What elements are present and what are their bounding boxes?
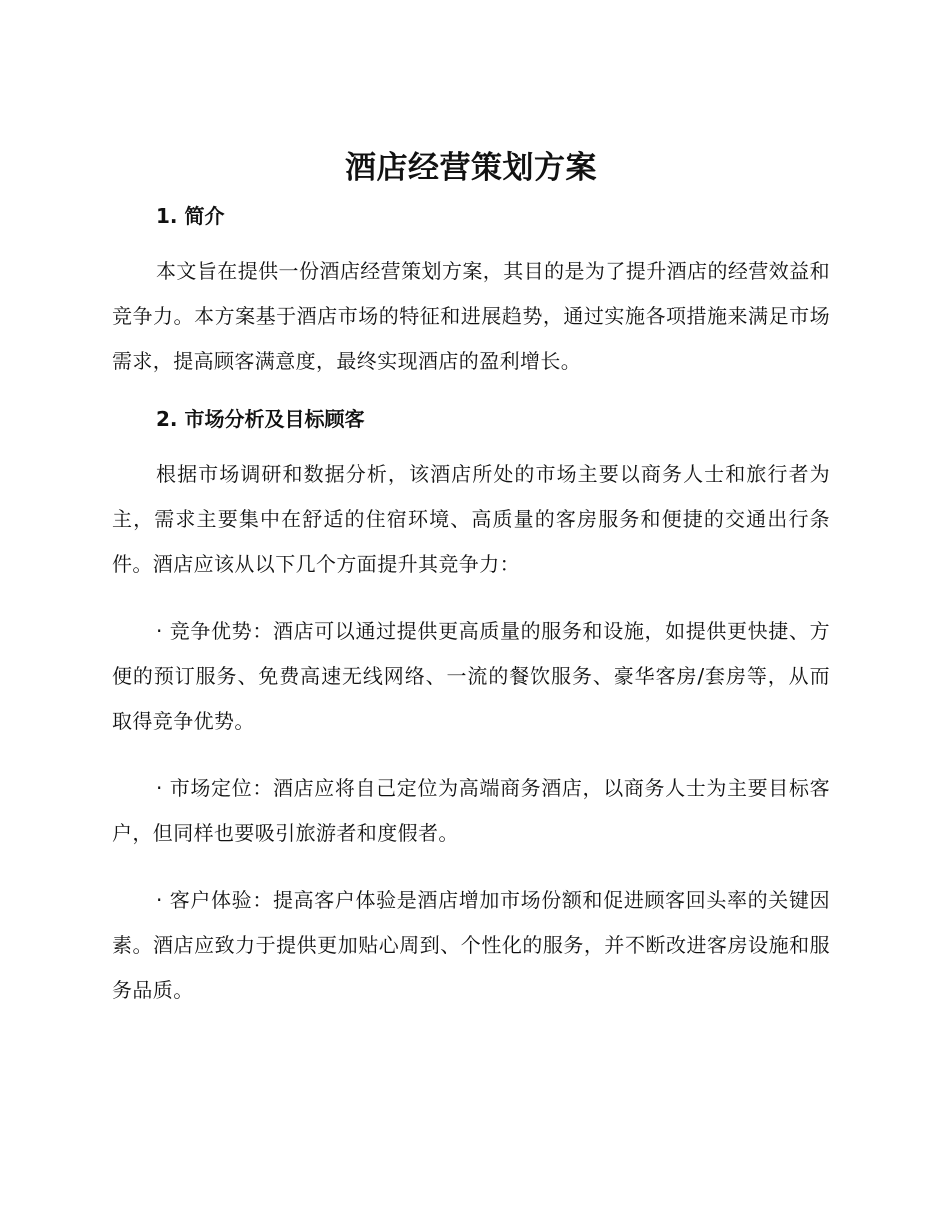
section-heading-intro: 1. 简介	[156, 204, 225, 229]
intro-paragraph: 本文旨在提供一份酒店经营策划方案，其目的是为了提升酒店的经营效益和竞争力。本方案基于酒店市场的特征和进展趋势，通过实施各项措施来满足市场需求，提高顾客满意度，最终实现酒店的盈利增长。	[112, 259, 830, 374]
bullet-competitive-advantage: · 竞争优势：酒店可以通过提供更高质量的服务和设施，如提供更快捷、方便的预订服务、免费高速无线网络、一流的餐饮服务、豪华客房/套房等，从而取得竞争优势。	[112, 619, 830, 734]
bullet-market-positioning: · 市场定位：酒店应将自己定位为高端商务酒店，以商务人士为主要目标客户，但同样也要吸引旅游者和度假者。	[112, 776, 830, 846]
bullet-customer-experience: · 客户体验：提高客户体验是酒店增加市场份额和促进顾客回头率的关键因素。酒店应致力于提供更加贴心周到、个性化的服务，并不断改进客房设施和服务品质。	[112, 888, 830, 1003]
document-title: 酒店经营策划方案	[345, 150, 597, 186]
section-heading-market: 2. 市场分析及目标顾客	[156, 407, 365, 432]
market-paragraph: 根据市场调研和数据分析，该酒店所处的市场主要以商务人士和旅行者为主，需求主要集中在舒适的住宿环境、高质量的客房服务和便捷的交通出行条件。酒店应该从以下几个方面提升其竞争力：	[112, 462, 830, 577]
